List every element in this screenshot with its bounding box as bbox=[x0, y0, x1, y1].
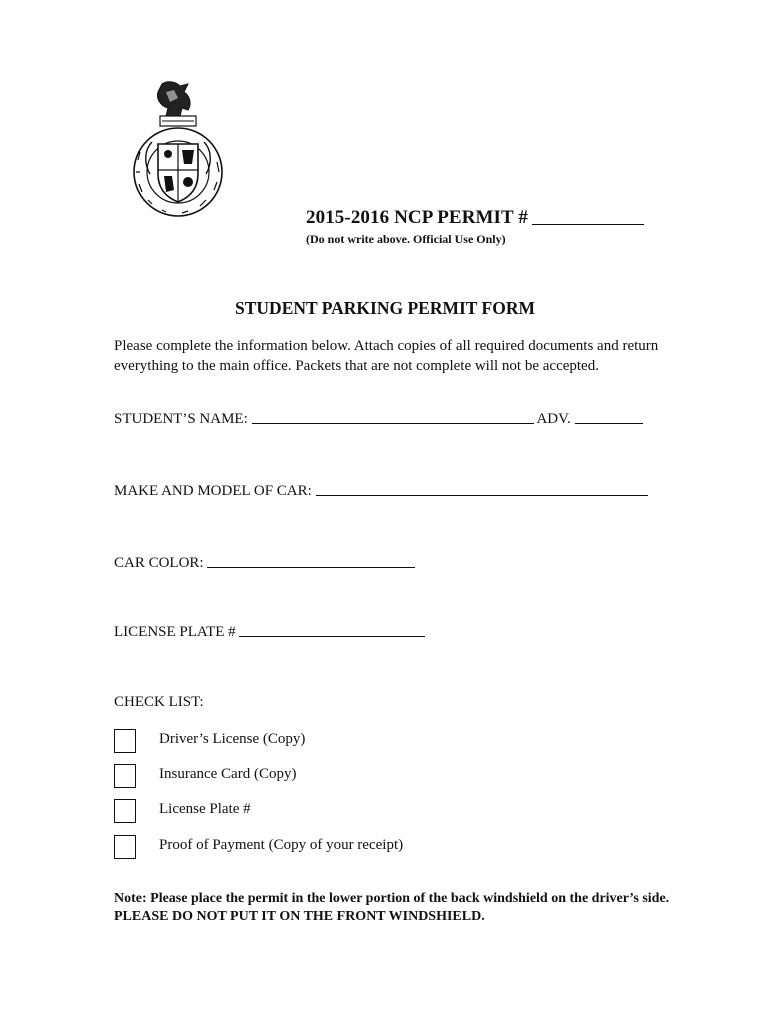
make-model-label: MAKE AND MODEL OF CAR: bbox=[114, 483, 312, 499]
checkbox[interactable] bbox=[114, 835, 136, 859]
checklist-item-label: Driver’s License (Copy) bbox=[159, 731, 306, 747]
make-model-row bbox=[114, 481, 648, 500]
checkbox[interactable] bbox=[114, 729, 136, 753]
checkbox[interactable] bbox=[114, 764, 136, 788]
permit-title-text: 2015-2016 NCP PERMIT # bbox=[306, 207, 528, 228]
permit-number-blank[interactable] bbox=[532, 206, 644, 225]
checkbox[interactable] bbox=[114, 799, 136, 823]
car-color-row bbox=[114, 553, 415, 572]
checklist-heading: CHECK LIST: bbox=[114, 694, 204, 710]
form-title: STUDENT PARKING PERMIT FORM bbox=[235, 298, 535, 318]
checklist-item-label: Insurance Card (Copy) bbox=[159, 766, 297, 782]
adv-label: ADV. bbox=[536, 411, 571, 427]
license-plate-label: LICENSE PLATE # bbox=[114, 624, 236, 640]
student-name-row bbox=[114, 409, 643, 428]
make-model-field[interactable] bbox=[316, 481, 648, 496]
license-plate-field[interactable] bbox=[239, 622, 425, 637]
form-instructions: Please complete the information below. Attach copies of all required documents and return everything to the main office. Packets that are not complete will not be accepted. bbox=[114, 338, 659, 374]
checklist-item-label: Proof of Payment (Copy of your receipt) bbox=[159, 837, 404, 853]
license-plate-row bbox=[114, 622, 425, 641]
checklist-item-label: License Plate # bbox=[159, 801, 251, 817]
permit-number-heading bbox=[306, 206, 644, 229]
school-seal-logo bbox=[122, 80, 234, 218]
official-use-note: (Do not write above. Official Use Only) bbox=[306, 232, 506, 246]
windshield-note: Note: Please place the permit in the lower portion of the back windshield on the driver’s side. PLEASE DO NOT PUT IT ON THE FRONT WINDSHIELD. bbox=[114, 891, 670, 924]
car-color-field[interactable] bbox=[207, 553, 415, 568]
car-color-label: CAR COLOR: bbox=[114, 555, 204, 571]
adv-field[interactable] bbox=[575, 409, 643, 424]
student-name-label: STUDENT’S NAME: bbox=[114, 411, 248, 427]
student-name-field[interactable] bbox=[252, 409, 534, 424]
